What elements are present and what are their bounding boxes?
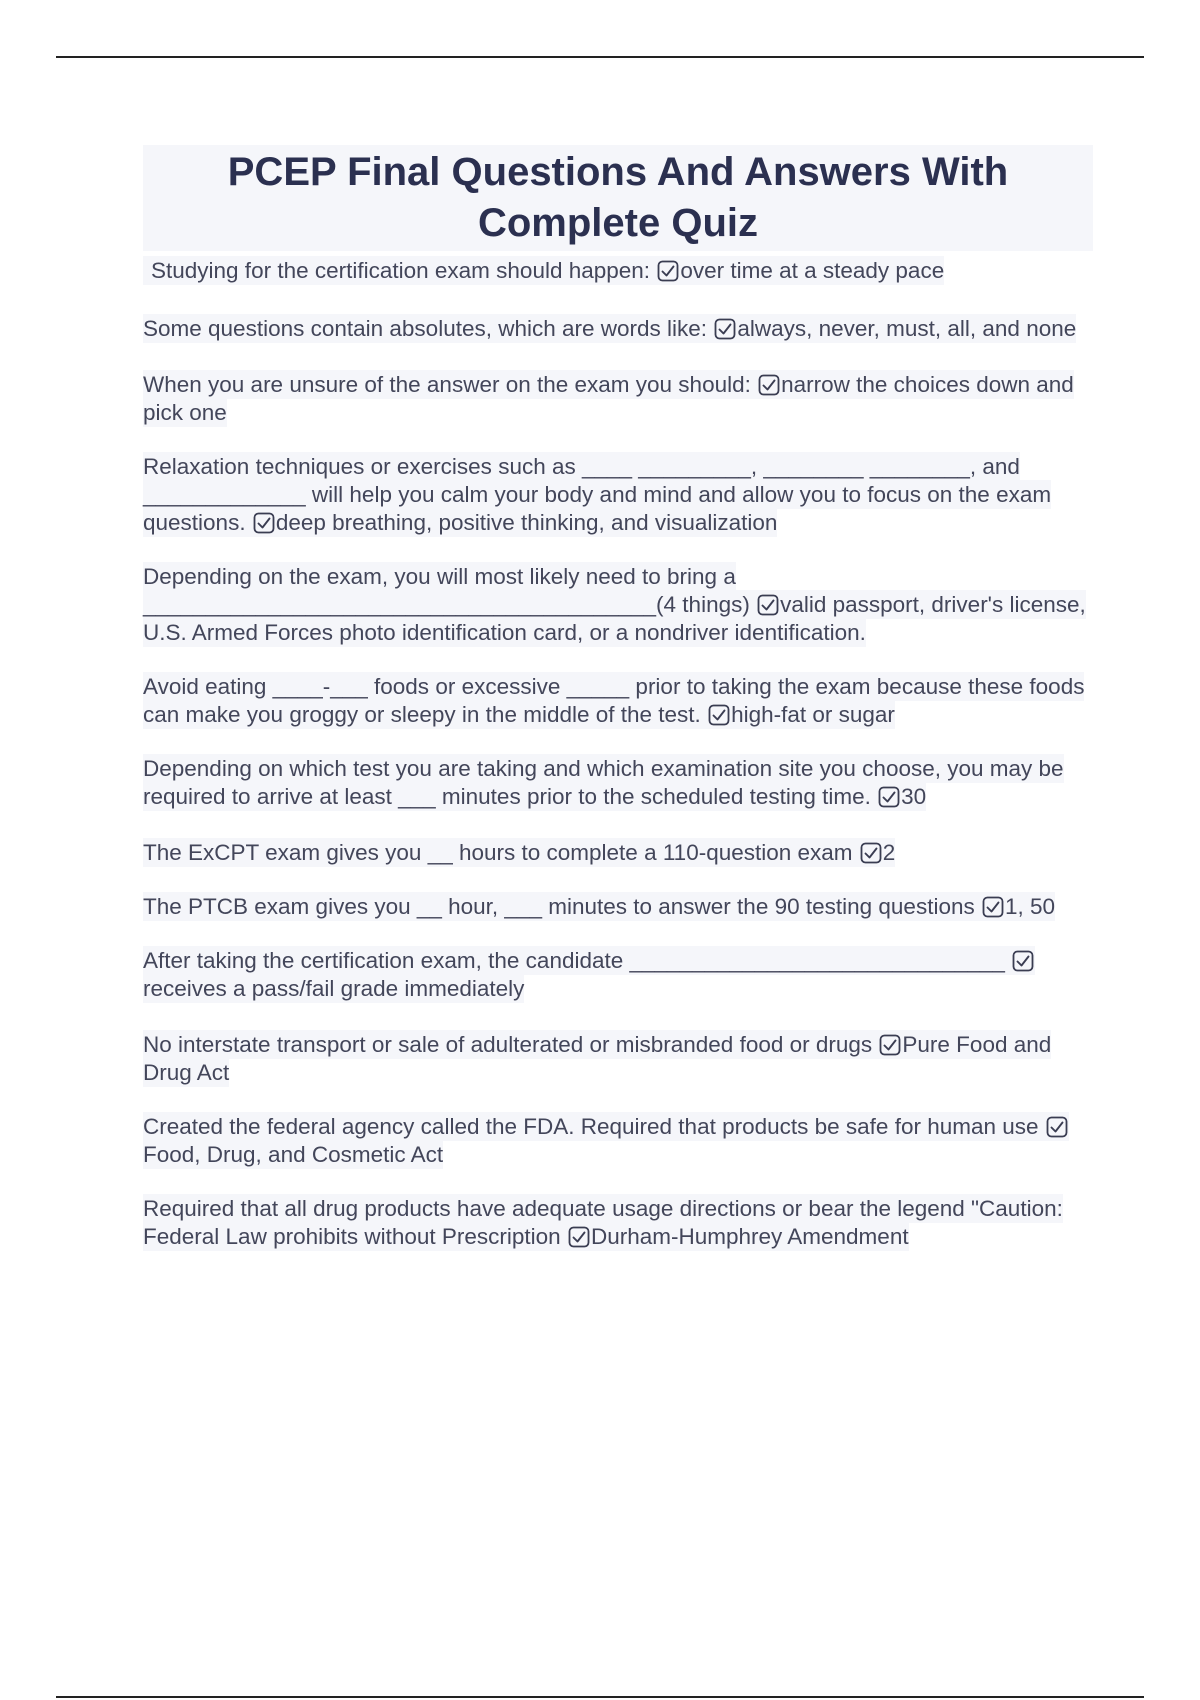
answer-text: always, never, must, all, and none	[737, 316, 1077, 341]
question-text: Avoid eating ____-___ foods or excessive _____ prior to taking the exam because these foods can make you groggy or sleepy in the middle of the test.	[143, 674, 1085, 727]
question-text: Required that all drug products have adequate usage directions or bear the legend "Caution: Federal Law prohibits without Prescription	[143, 1196, 1063, 1249]
question-text: The ExCPT exam gives you __ hours to complete a 110-question exam	[143, 840, 859, 865]
qa-text	[143, 314, 1076, 343]
checked-box-icon	[708, 704, 730, 726]
answer-text: Pure Food and Drug Act	[143, 1032, 1052, 1085]
checked-box-icon	[879, 1034, 901, 1056]
qa-text	[143, 452, 1051, 537]
answer-text: 1, 50	[1004, 894, 1056, 919]
qa-item	[143, 755, 1093, 811]
qa-item	[143, 371, 1093, 427]
qa-item	[143, 1195, 1093, 1251]
answer-text: 2	[882, 840, 896, 865]
checked-box-icon	[714, 318, 736, 340]
checked-box-icon	[1012, 950, 1034, 972]
question-text: Relaxation techniques or exercises such as ____ _________, ________ ________, and _____________ will help you calm your body and mind and allow you to focus on the exam questions.	[143, 454, 1052, 535]
question-text: The PTCB exam gives you __ hour, ___ minutes to answer the 90 testing questions	[143, 894, 981, 919]
question-text: After taking the certification exam, the candidate ______________________________	[143, 948, 1012, 973]
qa-text	[143, 838, 895, 867]
answer-text: narrow the choices down and pick one	[143, 372, 1074, 425]
document-body	[143, 145, 1093, 1251]
checked-box-icon	[1046, 1116, 1068, 1138]
answer-text: 30	[901, 784, 927, 809]
checked-box-icon	[878, 786, 900, 808]
title-block	[143, 145, 1093, 251]
checked-box-icon	[657, 260, 679, 282]
checked-box-icon	[860, 842, 882, 864]
qa-text	[143, 370, 1074, 427]
qa-item	[143, 673, 1093, 729]
question-text: Some questions contain absolutes, which are words like:	[143, 316, 714, 341]
page-bottom-rule	[56, 1696, 1144, 1698]
answer-text: deep breathing, positive thinking, and visualization	[275, 510, 778, 535]
page-top-rule	[56, 56, 1144, 58]
answer-text: valid passport, driver's license, U.S. Armed Forces photo identification card, or a nondriver identification.	[143, 592, 1086, 645]
document-title: PCEP Final Questions And Answers With Complete Quiz	[227, 150, 1009, 245]
qa-text	[143, 672, 1084, 729]
qa-text	[143, 1112, 1069, 1169]
checked-box-icon	[757, 594, 779, 616]
checked-box-icon	[758, 374, 780, 396]
qa-item	[143, 315, 1093, 343]
qa-item	[143, 563, 1093, 647]
qa-item	[143, 453, 1093, 537]
qa-item	[143, 1113, 1093, 1169]
answer-text: Durham-Humphrey Amendment	[590, 1224, 909, 1249]
answer-text: over time at a steady pace	[680, 258, 945, 283]
qa-item	[143, 257, 1093, 285]
checked-box-icon	[982, 896, 1004, 918]
checked-box-icon	[568, 1226, 590, 1248]
question-text: Depending on the exam, you will most likely need to bring a _________________________________________(4 things)	[143, 564, 757, 617]
qa-text	[143, 562, 1086, 647]
qa-text	[143, 256, 944, 285]
qa-text	[143, 946, 1035, 1003]
question-text: Studying for the certification exam should happen:	[151, 258, 657, 283]
question-text: Created the federal agency called the FDA. Required that products be safe for human use	[143, 1114, 1045, 1139]
question-text: No interstate transport or sale of adulterated or misbranded food or drugs	[143, 1032, 879, 1057]
qa-item	[143, 893, 1093, 921]
checked-box-icon	[253, 512, 275, 534]
qa-text	[143, 1194, 1063, 1251]
answer-text: receives a pass/fail grade immediately	[143, 976, 525, 1001]
qa-text	[143, 892, 1055, 921]
qa-list	[143, 257, 1093, 1251]
answer-text: Food, Drug, and Cosmetic Act	[143, 1142, 444, 1167]
qa-item	[143, 947, 1093, 1003]
qa-item	[143, 1031, 1093, 1087]
question-text: Depending on which test you are taking and which examination site you choose, you may be required to arrive at least ___ minutes prior to the scheduled testing time.	[143, 756, 1064, 809]
answer-text: high-fat or sugar	[731, 702, 895, 727]
qa-text	[143, 754, 1064, 811]
qa-text	[143, 1030, 1051, 1087]
qa-item	[143, 839, 1093, 867]
question-text: When you are unsure of the answer on the exam you should:	[143, 372, 758, 397]
